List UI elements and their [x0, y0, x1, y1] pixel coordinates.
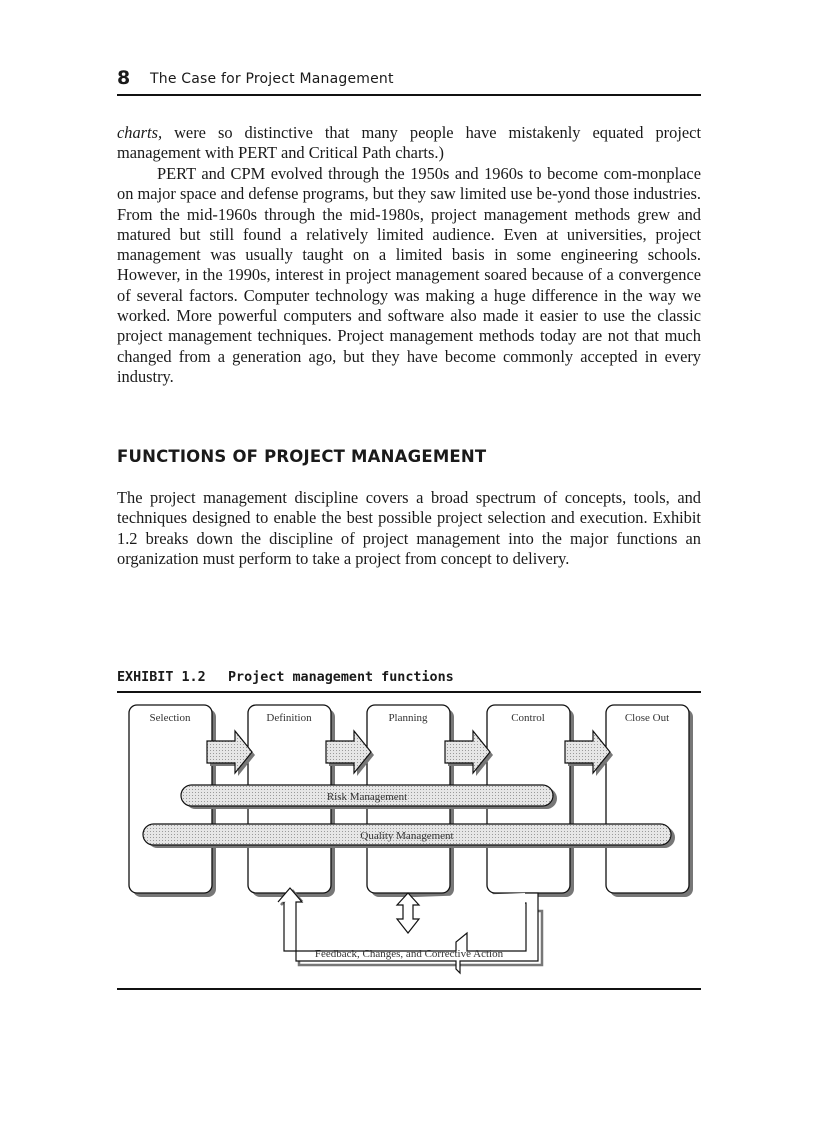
phase-label: Control [511, 712, 545, 724]
running-header [117, 66, 701, 96]
feedback-label: Feedback, Changes, and Corrective Action [314, 948, 504, 960]
section-heading: FUNCTIONS OF PROJECT MANAGEMENT [117, 447, 487, 466]
running-title: The Case for Project Management [150, 71, 394, 87]
paragraph-continued-text: were so distinctive that many people have mistakenly equated project management with PERT and Critical Path charts.) [117, 123, 701, 163]
italic-word: charts, [117, 123, 163, 142]
exhibit-title [117, 669, 701, 693]
phase-label: Planning [388, 712, 428, 724]
functions-diagram-svg [117, 693, 701, 993]
functions-diagram [117, 693, 701, 993]
risk-management-label: Risk Management [326, 791, 408, 803]
phase-label: Selection [149, 712, 191, 724]
quality-management-label: Quality Management [360, 830, 454, 842]
phase-box-close-out [606, 705, 689, 893]
feedback-loop [278, 888, 542, 973]
exhibit-caption: Project management functions [228, 670, 454, 685]
exhibit-bottom-rule [117, 988, 701, 990]
paragraph-functions: The project management discipline covers a broad spectrum of concepts, tools, and techniques designed to enable the best possible project selection and execution. Exhibit 1.2 breaks down the discipline of project management into the major functions an organization must perform to take a project from concept to delivery. [117, 488, 701, 568]
paragraph-continued [117, 123, 701, 164]
page-number: 8 [117, 67, 131, 89]
phase-label: Definition [266, 712, 312, 724]
exhibit-label: EXHIBIT 1.2 [117, 670, 206, 685]
phase-label: Close Out [624, 712, 670, 724]
paragraph-history: PERT and CPM evolved through the 1950s and 1960s to become com-monplace on major space and defense programs, but they saw limited use be-yond those industries. From the mid-1960s through the mid-1980s, project management methods grew and matured but still found a relatively limited audience. Even at universities, project management was usually taught on a limited basis in some engineering schools. However, in the 1990s, interest in project management soared because of a convergence of several factors. Computer technology was making a huge difference in the way we worked. More powerful computers and software also made it easier to use the classic project management techniques. Project management methods today are not that much changed from a generation ago, but they have become commonly accepted in every industry. [117, 164, 701, 386]
